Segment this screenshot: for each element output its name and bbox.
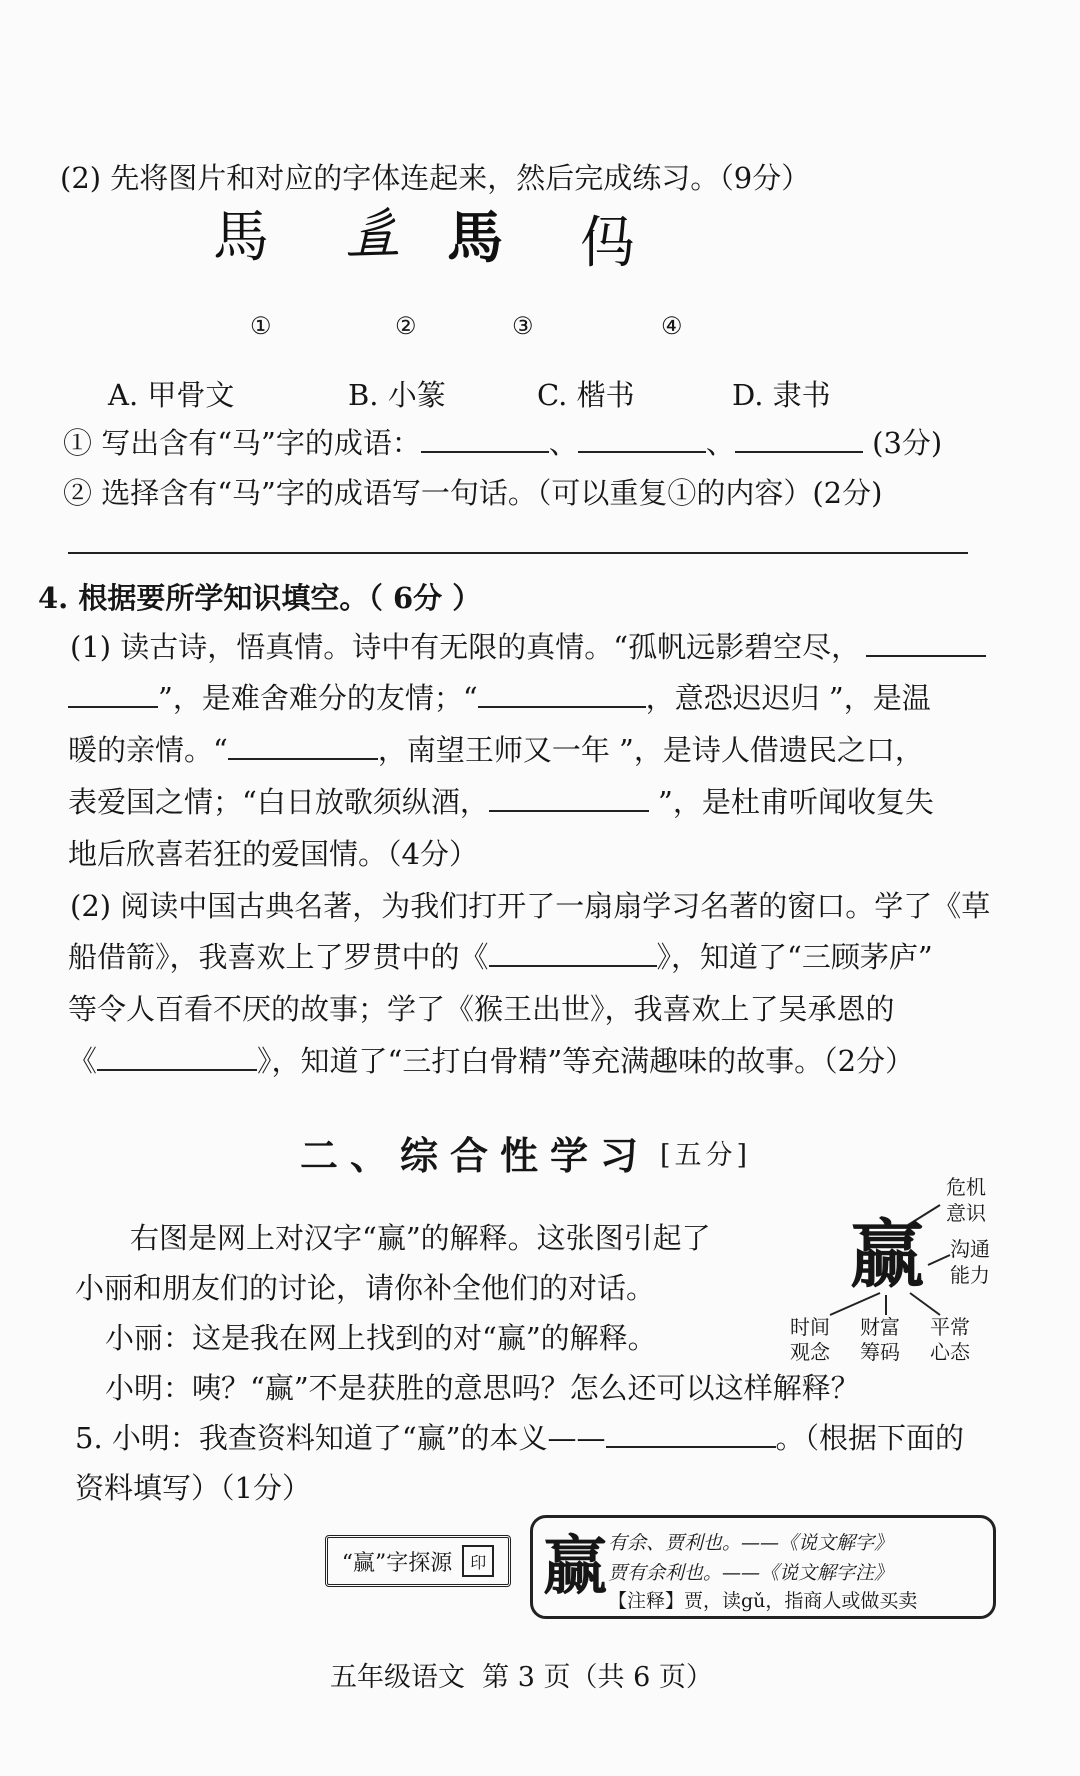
idiom-score: (3分)	[872, 426, 943, 460]
idiom-sep-1: 、	[548, 426, 578, 460]
novel-blank-1[interactable]	[489, 939, 657, 967]
idiom-sep-2: 、	[705, 426, 735, 460]
option-a: A. 甲骨文	[108, 378, 235, 412]
sentence-prompt: ② 选择含有“马”字的成语写一句话。（可以重复①的内容）(2分)	[63, 476, 883, 510]
poem-blank-3[interactable]	[228, 732, 378, 760]
poem-blank-1a[interactable]	[866, 629, 986, 657]
ref-line-1: 有余、贾利也。——《说文解字》	[608, 1532, 894, 1554]
dialogue-xiaoming: 小明：咦？“赢”不是获胜的意思吗？怎么还可以这样解释？	[105, 1371, 860, 1405]
q4-1-line4	[68, 782, 934, 822]
option-d: D. 隶书	[732, 378, 831, 412]
q4-2-line4	[68, 1041, 914, 1081]
label-calm-1: 平常	[930, 1315, 970, 1339]
q4-1-line1	[70, 627, 986, 667]
novel-bracket: 《	[68, 1044, 98, 1078]
ref-seal-char: 赢	[543, 1529, 607, 1604]
glyph-regular: 馬	[447, 205, 503, 271]
q4-1-line5: 地后欣喜若狂的爱国情。（4分）	[68, 837, 478, 871]
poem-family: ，意恐迟迟归 ”，是温	[645, 681, 931, 715]
reference-box	[530, 1515, 996, 1619]
label-wealth-1: 财富	[860, 1315, 900, 1339]
ying-diagram	[790, 1175, 990, 1365]
diagram-char: 赢	[850, 1212, 924, 1298]
poem-patriot: ，南望王师又一年 ”，是诗人借遗民之口，	[377, 733, 924, 767]
seal-icon: 印	[462, 1545, 494, 1577]
novel-story1: 》，知道了“三顾茅庐”	[656, 940, 933, 974]
label-time-1: 时间	[790, 1315, 830, 1339]
glyph-number-3: ③	[512, 312, 534, 340]
poem-warmth: 暖的亲情。“	[68, 733, 228, 767]
q5-prompt: 5. 小明：我查资料知道了“赢”的本义——	[75, 1421, 606, 1455]
q4-1-line3	[68, 730, 924, 770]
q5-blank[interactable]	[606, 1420, 776, 1448]
glyph-clerical: 馬	[213, 205, 269, 270]
idiom-prompt: ① 写出含有“马”字的成语：	[63, 426, 421, 460]
option-c: C. 楷书	[537, 378, 635, 412]
page-footer: 五年级语文 第 3 页（共 6 页）	[330, 1662, 713, 1693]
poem-blank-1b[interactable]	[68, 680, 158, 708]
poem-friendship: ”，是难舍难分的友情；“	[158, 681, 478, 715]
intro-line2: 小丽和朋友们的讨论，请你补全他们的对话。	[75, 1271, 656, 1305]
intro-line1: 右图是网上对汉字“赢”的解释。这张图引起了	[130, 1221, 711, 1255]
label-calm-2: 心态	[930, 1340, 970, 1364]
glyph-number-1: ①	[250, 312, 272, 340]
glyph-seal: 𢒉	[345, 201, 401, 266]
q4-2-line2	[68, 937, 933, 977]
idiom-blank-2[interactable]	[578, 425, 706, 453]
glyph-oracle: 㐷	[580, 211, 636, 276]
ref-line-3: 【注释】贾，读gǔ，指商人或做买卖	[608, 1590, 918, 1612]
poem-blank-2[interactable]	[478, 680, 646, 708]
label-crisis-1: 危机	[946, 1175, 986, 1199]
glyph-number-4: ④	[661, 312, 683, 340]
novel-story2: 》，知道了“三打白骨精”等充满趣味的故事。（2分）	[257, 1044, 915, 1078]
q4-2-line1: (2) 阅读中国古典名著，为我们打开了一扇扇学习名著的窗口。学了《草	[70, 889, 991, 923]
dialogue-xiaoli: 小丽：这是我在网上找到的对“赢”的解释。	[105, 1321, 657, 1355]
poem-dufu-end: ”，是杜甫听闻收复失	[648, 785, 934, 819]
ref-line-2: 贾有余利也。——《说文解字注》	[608, 1562, 894, 1584]
label-crisis-2: 意识	[946, 1201, 986, 1225]
label-comm-1: 沟通	[950, 1237, 990, 1261]
q4-2-line3: 等令人百看不厌的故事；学了《猴王出世》，我喜欢上了吴承恩的	[68, 992, 895, 1026]
q4-title: 4. 根据要所学知识填空。（ 6分 ）	[38, 581, 482, 615]
novel-intro: 船借箭》，我喜欢上了罗贯中的《	[68, 940, 489, 974]
q5-line2: 资料填写）（1分）	[75, 1471, 311, 1505]
label-wealth-2: 筹码	[860, 1340, 900, 1364]
q3-2-title: (2) 先将图片和对应的字体连起来，然后完成练习。（9分）	[60, 161, 811, 195]
idiom-blank-3[interactable]	[735, 425, 863, 453]
q5-note: 。（根据下面的	[775, 1421, 965, 1455]
section2-score: [五分]	[660, 1140, 752, 1171]
poem-blank-4[interactable]	[489, 784, 649, 812]
label-time-2: 观念	[790, 1340, 830, 1364]
poem-dufu: 表爱国之情；“白日放歌须纵酒，	[68, 785, 489, 819]
q4-1-line2	[68, 678, 931, 718]
poem-intro: (1) 读古诗，悟真情。诗中有无限的真情。“孤帆远影碧空尽，	[70, 630, 861, 664]
origin-badge	[325, 1535, 511, 1587]
q5-line1	[75, 1418, 964, 1458]
badge-text: “赢”字探源	[341, 1550, 453, 1576]
option-b: B. 小篆	[348, 378, 446, 412]
section2-heading: 二、综合性学习	[300, 1133, 651, 1178]
novel-blank-2[interactable]	[97, 1043, 257, 1071]
idiom-blank-1[interactable]	[421, 425, 549, 453]
idiom-line	[63, 423, 942, 463]
label-comm-2: 能力	[950, 1263, 990, 1287]
sentence-answer-line[interactable]	[68, 552, 968, 554]
glyph-number-2: ②	[395, 312, 417, 340]
